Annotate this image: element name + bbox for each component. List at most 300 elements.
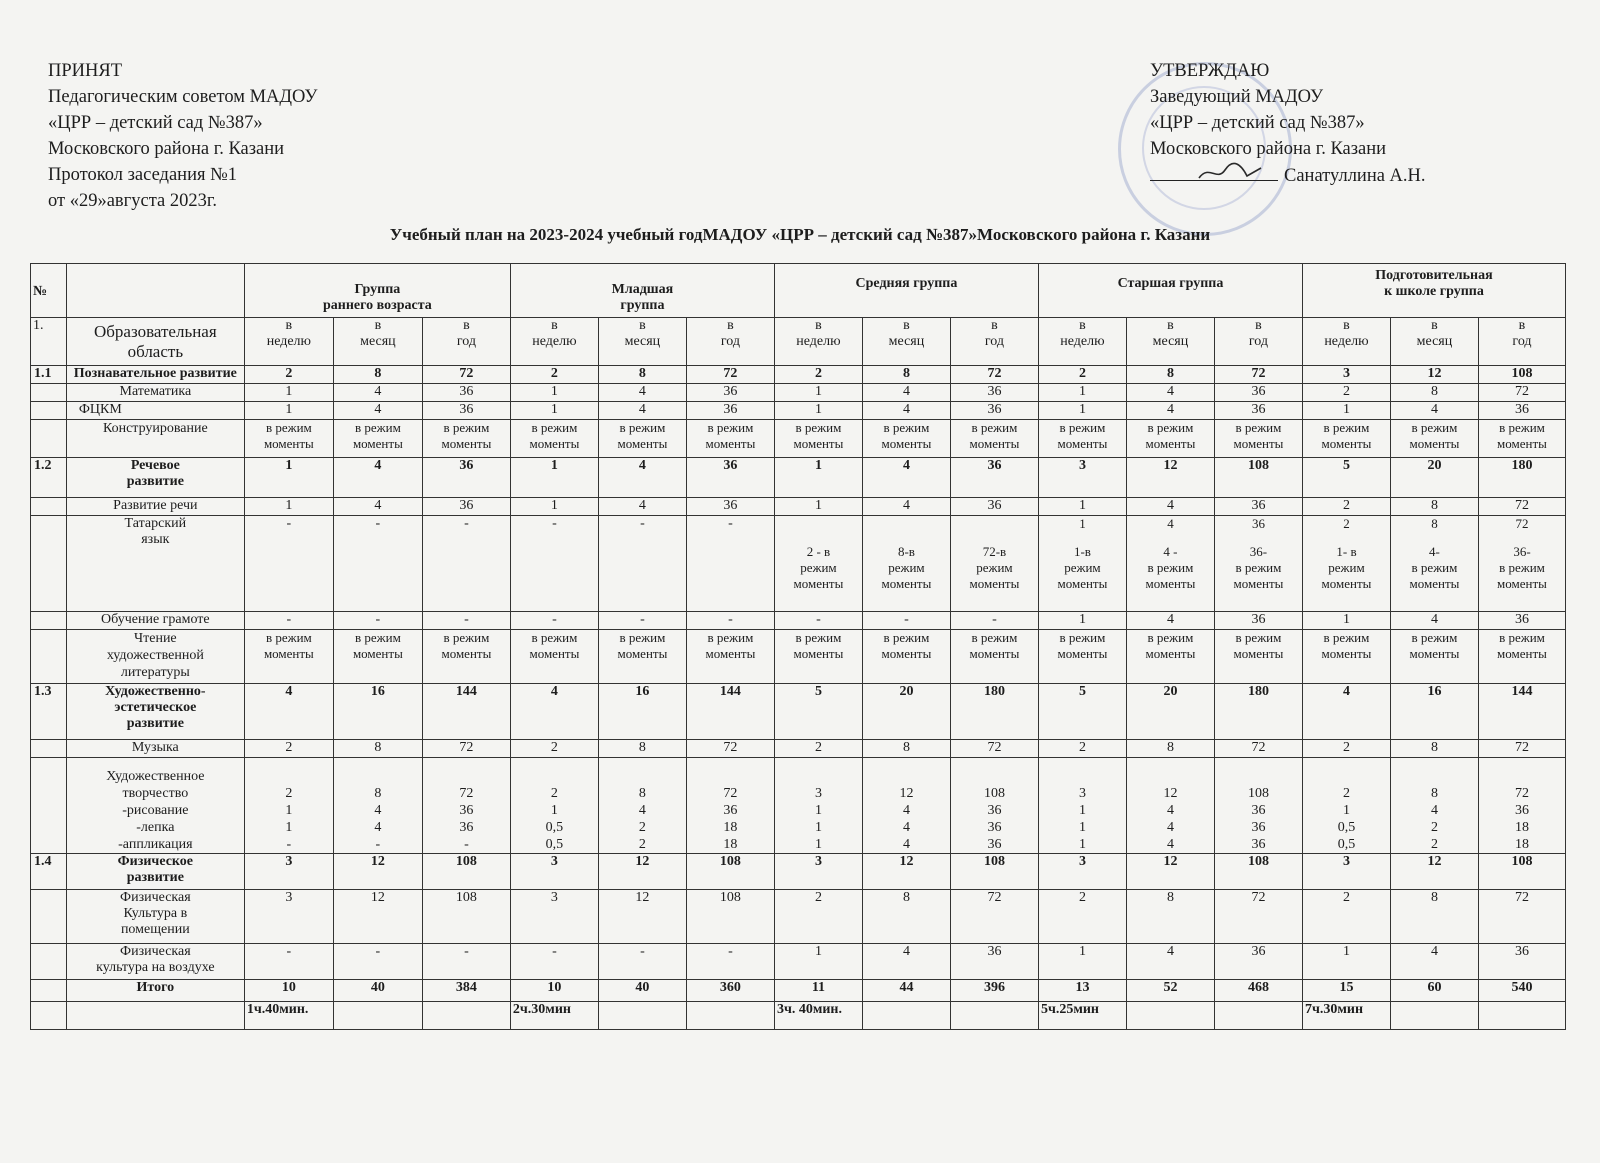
row-num xyxy=(31,402,67,420)
unit-week: в неделю xyxy=(1038,318,1126,366)
cell: 36 xyxy=(1214,402,1302,420)
row-num xyxy=(31,498,67,516)
unit-year: в год xyxy=(1214,318,1302,366)
unit-year: в год xyxy=(422,318,510,366)
cell: 4 xyxy=(598,498,686,516)
group-early: Группа раннего возраста xyxy=(244,264,510,318)
cell: 108 xyxy=(1478,366,1565,384)
cell: - xyxy=(244,612,333,630)
cell: 8 xyxy=(1390,384,1478,402)
cell: 1 xyxy=(774,498,862,516)
approver-name: Санатуллина А.Н. xyxy=(1284,166,1426,186)
cell: 2 xyxy=(1302,740,1390,758)
cell: - xyxy=(422,516,510,612)
cell: 8 xyxy=(333,740,422,758)
cell: 36 xyxy=(1214,612,1302,630)
regime-cell: в режим моменты xyxy=(1390,420,1478,458)
regime-cell: в режим моменты xyxy=(333,420,422,458)
cell: 8 xyxy=(598,366,686,384)
cell: 36 xyxy=(686,384,774,402)
regime-cell: в режим моменты xyxy=(1038,420,1126,458)
empty-cell xyxy=(333,1002,422,1030)
cell: 15 xyxy=(1302,980,1390,1002)
unit-week: в неделю xyxy=(1302,318,1390,366)
cell: 4 xyxy=(1126,402,1214,420)
cell: 72 xyxy=(1478,740,1565,758)
unit-week: в неделю xyxy=(774,318,862,366)
subject-label: Музыка xyxy=(66,740,244,758)
cell: 2 xyxy=(244,740,333,758)
empty-cell xyxy=(1126,1002,1214,1030)
row-num xyxy=(31,384,67,402)
row-tatar xyxy=(31,516,1566,612)
cell: 468 xyxy=(1214,980,1302,1002)
cell: 72 xyxy=(950,366,1038,384)
header-approved-block xyxy=(1150,58,1426,189)
regime-cell: в режим моменты xyxy=(1390,630,1478,684)
cell: 1 xyxy=(774,944,862,980)
subject-label: Физическая культура на воздухе xyxy=(66,944,244,980)
time-cell: 5ч.25мин xyxy=(1038,1002,1126,1030)
cell: 1 xyxy=(510,458,598,498)
approved-signature-line xyxy=(1150,162,1426,189)
cell: - xyxy=(510,516,598,612)
cell: 4 xyxy=(862,384,950,402)
cell: - xyxy=(422,612,510,630)
cell: 72 xyxy=(422,740,510,758)
cell: 144 xyxy=(1478,684,1565,740)
cell: 16 xyxy=(1390,684,1478,740)
cell: 3 xyxy=(510,854,598,890)
regime-cell: в режим моменты xyxy=(774,630,862,684)
cell: 144 xyxy=(686,684,774,740)
row-num xyxy=(31,1002,67,1030)
cell: 72 xyxy=(1214,740,1302,758)
cell: - xyxy=(333,612,422,630)
cell: - xyxy=(244,944,333,980)
cell: 1 xyxy=(1038,384,1126,402)
regime-cell: в режим моменты xyxy=(1038,630,1126,684)
cell: 4 xyxy=(1126,612,1214,630)
regime-cell: в режим моменты xyxy=(686,630,774,684)
empty-cell xyxy=(862,1002,950,1030)
cell: 540 xyxy=(1478,980,1565,1002)
row-creative xyxy=(31,758,1566,854)
row-physical-indoor xyxy=(31,890,1566,944)
cell: 4 xyxy=(862,498,950,516)
cell: 36 xyxy=(422,384,510,402)
cell: 11 xyxy=(774,980,862,1002)
empty-cell xyxy=(422,1002,510,1030)
cell: 8 xyxy=(598,740,686,758)
subject-label: Художественное творчество -рисование -лепка -аппликация xyxy=(66,758,244,854)
creative-cell: 72 36 36 - xyxy=(422,758,510,854)
cell: 8 xyxy=(862,740,950,758)
cell: 5 xyxy=(774,684,862,740)
regime-cell: в режим моменты xyxy=(422,630,510,684)
unit-month: в месяц xyxy=(1126,318,1214,366)
cell: 36 xyxy=(422,498,510,516)
cell: 72 xyxy=(1214,890,1302,944)
cell: 36 xyxy=(686,402,774,420)
cell: - xyxy=(598,516,686,612)
tatar-cell: 1 1-в режим моменты xyxy=(1038,516,1126,612)
cell: 2 xyxy=(1302,498,1390,516)
cell: 4 xyxy=(333,498,422,516)
cell: 8 xyxy=(333,366,422,384)
cell: 4 xyxy=(510,684,598,740)
cell: - xyxy=(598,944,686,980)
cell: 3 xyxy=(774,854,862,890)
group-preparatory: Подготовительная к школе группа xyxy=(1302,264,1565,318)
cell: 60 xyxy=(1390,980,1478,1002)
cell: 1 xyxy=(1038,612,1126,630)
cell: 52 xyxy=(1126,980,1214,1002)
creative-cell: 8 4 4 - xyxy=(333,758,422,854)
accepted-line-6: от «29»августа 2023г. xyxy=(48,191,217,211)
cell: 72 xyxy=(1478,384,1565,402)
cell: 44 xyxy=(862,980,950,1002)
cell: 20 xyxy=(862,684,950,740)
units-row xyxy=(31,318,1566,366)
cell: 72 xyxy=(950,890,1038,944)
row-num xyxy=(31,516,67,612)
cell: 1 xyxy=(1302,402,1390,420)
row-num xyxy=(31,980,67,1002)
unit-month: в месяц xyxy=(1390,318,1478,366)
unit-month: в месяц xyxy=(862,318,950,366)
row-physical-outdoor xyxy=(31,944,1566,980)
cell: 12 xyxy=(1126,458,1214,498)
cell: 8 xyxy=(862,890,950,944)
cell: 3 xyxy=(1302,854,1390,890)
row-fckm xyxy=(31,402,1566,420)
row-num xyxy=(31,890,67,944)
subject-label: Конструирование xyxy=(66,420,244,458)
cell: 12 xyxy=(333,890,422,944)
regime-cell: в режим моменты xyxy=(1478,420,1565,458)
cell: - xyxy=(686,516,774,612)
cell: 36 xyxy=(950,458,1038,498)
cell: 8 xyxy=(1126,890,1214,944)
empty-cell xyxy=(1478,1002,1565,1030)
row-speech-dev xyxy=(31,498,1566,516)
accepted-line-4: Московского района г. Казани xyxy=(48,139,285,159)
group-junior: Младшая группа xyxy=(510,264,774,318)
time-cell: 3ч. 40мин. xyxy=(774,1002,862,1030)
unit-year: в год xyxy=(950,318,1038,366)
empty-cell xyxy=(950,1002,1038,1030)
cell: 1 xyxy=(1302,612,1390,630)
tatar-cell: 72-в режим моменты xyxy=(950,516,1038,612)
cell: 40 xyxy=(333,980,422,1002)
cell: - xyxy=(598,612,686,630)
cell: 5 xyxy=(1038,684,1126,740)
subject-label: Физическая Культура в помещении xyxy=(66,890,244,944)
cell: 108 xyxy=(686,890,774,944)
cell: 12 xyxy=(598,854,686,890)
cell: 16 xyxy=(598,684,686,740)
cell: 4 xyxy=(598,402,686,420)
cell: 1 xyxy=(244,458,333,498)
unit-year: в год xyxy=(1478,318,1565,366)
cell: 4 xyxy=(1126,944,1214,980)
area-label: Речевое развитие xyxy=(66,458,244,498)
time-cell: 1ч.40мин. xyxy=(244,1002,333,1030)
cell: 3 xyxy=(1302,366,1390,384)
time-cell: 7ч.30мин xyxy=(1302,1002,1390,1030)
cell: 36 xyxy=(422,402,510,420)
unit-week: в неделю xyxy=(244,318,333,366)
cell: 36 xyxy=(1214,498,1302,516)
cell: 8 xyxy=(1390,498,1478,516)
empty-cell xyxy=(598,1002,686,1030)
approved-line-1: УТВЕРЖДАЮ xyxy=(1150,61,1270,81)
cell: 72 xyxy=(1478,890,1565,944)
cell: 396 xyxy=(950,980,1038,1002)
cell: - xyxy=(774,612,862,630)
cell: 2 xyxy=(774,366,862,384)
cell: 8 xyxy=(1390,890,1478,944)
subject-label: Обучение грамоте xyxy=(66,612,244,630)
cell: 108 xyxy=(950,854,1038,890)
cell: 20 xyxy=(1390,458,1478,498)
group-header-row xyxy=(31,264,1566,318)
row-num xyxy=(31,740,67,758)
approved-line-2: Заведующий МАДОУ xyxy=(1150,87,1324,107)
cell: 4 xyxy=(862,944,950,980)
row-num: 1.3 xyxy=(31,684,67,740)
row-num xyxy=(31,612,67,630)
row-physical xyxy=(31,854,1566,890)
cell: 12 xyxy=(862,854,950,890)
empty-cell xyxy=(686,1002,774,1030)
unit-month: в месяц xyxy=(598,318,686,366)
row-art xyxy=(31,684,1566,740)
creative-cell: 12 4 4 4 xyxy=(1126,758,1214,854)
cell: 36 xyxy=(950,384,1038,402)
regime-cell: в режим моменты xyxy=(686,420,774,458)
cell: 5 xyxy=(1302,458,1390,498)
accepted-line-5: Протокол заседания №1 xyxy=(48,165,238,185)
cell: - xyxy=(244,516,333,612)
creative-cell: 3 1 1 1 xyxy=(1038,758,1126,854)
cell: 180 xyxy=(950,684,1038,740)
cell: 4 xyxy=(598,458,686,498)
row-speech xyxy=(31,458,1566,498)
regime-cell: в режим моменты xyxy=(422,420,510,458)
cell: 4 xyxy=(244,684,333,740)
cell: 2 xyxy=(774,740,862,758)
regime-cell: в режим моменты xyxy=(598,420,686,458)
education-area-header: Образовательная область xyxy=(66,318,244,366)
creative-cell: 8 4 2 2 xyxy=(1390,758,1478,854)
row-num xyxy=(31,944,67,980)
area-label: Физическое развитие xyxy=(66,854,244,890)
regime-cell: в режим моменты xyxy=(1302,630,1390,684)
cell: 36 xyxy=(1214,384,1302,402)
regime-cell: в режим моменты xyxy=(862,420,950,458)
cell: 1 xyxy=(510,498,598,516)
row-num: 1.1 xyxy=(31,366,67,384)
accepted-line-3: «ЦРР – детский сад №387» xyxy=(48,113,263,133)
cell: 72 xyxy=(422,366,510,384)
cell: - xyxy=(510,944,598,980)
empty-cell xyxy=(1390,1002,1478,1030)
cell: 16 xyxy=(333,684,422,740)
cell: 36 xyxy=(1214,944,1302,980)
row-num: 1.2 xyxy=(31,458,67,498)
cell: 2 xyxy=(510,740,598,758)
header-accepted-block xyxy=(48,58,317,214)
area-label: Художественно- эстетическое развитие xyxy=(66,684,244,740)
regime-cell: в режим моменты xyxy=(1214,630,1302,684)
subject-label: Математика xyxy=(66,384,244,402)
cell: 36 xyxy=(1478,612,1565,630)
regime-cell: в режим моменты xyxy=(510,420,598,458)
tatar-cell: 36 36- в режим моменты xyxy=(1214,516,1302,612)
tatar-cell: 8 4- в режим моменты xyxy=(1390,516,1478,612)
cell: 40 xyxy=(598,980,686,1002)
creative-cell: 108 36 36 36 xyxy=(1214,758,1302,854)
cell: 4 xyxy=(862,402,950,420)
regime-cell: в режим моменты xyxy=(1302,420,1390,458)
cell: 1 xyxy=(774,402,862,420)
regime-cell: в режим моменты xyxy=(862,630,950,684)
tatar-cell: 72 36- в режим моменты xyxy=(1478,516,1565,612)
cell: 3 xyxy=(244,854,333,890)
cell: 8 xyxy=(1390,740,1478,758)
cell: 2 xyxy=(1038,890,1126,944)
cell: 3 xyxy=(510,890,598,944)
creative-cell: 3 1 1 1 xyxy=(774,758,862,854)
cell: 36 xyxy=(422,458,510,498)
num-header: № xyxy=(31,264,67,318)
cell: 1 xyxy=(244,402,333,420)
row-literacy xyxy=(31,612,1566,630)
cell: 108 xyxy=(1214,458,1302,498)
cell: - xyxy=(686,944,774,980)
group-middle: Средняя группа xyxy=(774,264,1038,318)
cell: 12 xyxy=(1390,854,1478,890)
cell: 4 xyxy=(862,458,950,498)
cell: 4 xyxy=(333,458,422,498)
regime-cell: в режим моменты xyxy=(950,630,1038,684)
regime-cell: в режим моменты xyxy=(598,630,686,684)
cell: 4 xyxy=(333,402,422,420)
empty-header-cell xyxy=(66,264,244,318)
creative-cell: 2 1 0,5 0,5 xyxy=(510,758,598,854)
row-num xyxy=(31,758,67,854)
cell: 4 xyxy=(333,384,422,402)
regime-cell: в режим моменты xyxy=(1214,420,1302,458)
row-construct xyxy=(31,420,1566,458)
creative-cell: 2 1 0,5 0,5 xyxy=(1302,758,1390,854)
cell: 36 xyxy=(950,402,1038,420)
cell: 36 xyxy=(686,458,774,498)
row-num xyxy=(31,420,67,458)
subject-label: Татарский язык xyxy=(66,516,244,612)
cell: - xyxy=(950,612,1038,630)
cell: 360 xyxy=(686,980,774,1002)
cell: 12 xyxy=(333,854,422,890)
empty-cell xyxy=(1214,1002,1302,1030)
cell: 72 xyxy=(686,740,774,758)
cell: 4 xyxy=(1126,384,1214,402)
creative-cell: 72 36 18 18 xyxy=(686,758,774,854)
tatar-cell: 2 1- в режим моменты xyxy=(1302,516,1390,612)
cell: 4 xyxy=(1390,402,1478,420)
cell: 12 xyxy=(1390,366,1478,384)
cell: 72 xyxy=(1478,498,1565,516)
regime-cell: в режим моменты xyxy=(244,420,333,458)
cell: 72 xyxy=(1214,366,1302,384)
accepted-line-1: ПРИНЯТ xyxy=(48,61,123,81)
cell: 108 xyxy=(1478,854,1565,890)
approved-line-3: «ЦРР – детский сад №387» xyxy=(1150,113,1365,133)
cell: 180 xyxy=(1478,458,1565,498)
cell: 3 xyxy=(1038,854,1126,890)
curriculum-table xyxy=(30,263,1566,1030)
tatar-cell: 8-в режим моменты xyxy=(862,516,950,612)
cell: 4 xyxy=(1126,498,1214,516)
units-row-num: 1. xyxy=(31,318,67,366)
cell: - xyxy=(333,944,422,980)
row-num: 1.4 xyxy=(31,854,67,890)
cell: 4 xyxy=(1390,612,1478,630)
cell: 1 xyxy=(510,384,598,402)
row-time xyxy=(31,1002,1566,1030)
cell: 36 xyxy=(686,498,774,516)
signature-underline xyxy=(1150,162,1278,181)
creative-cell: 72 36 18 18 xyxy=(1478,758,1565,854)
area-label: Познавательное развитие xyxy=(66,366,244,384)
row-num xyxy=(31,630,67,684)
group-senior: Старшая группа xyxy=(1038,264,1302,318)
cell: 20 xyxy=(1126,684,1214,740)
cell: 8 xyxy=(862,366,950,384)
cell: 1 xyxy=(1302,944,1390,980)
regime-cell: в режим моменты xyxy=(1126,630,1214,684)
accepted-line-2: Педагогическим советом МАДОУ xyxy=(48,87,318,107)
cell: 1 xyxy=(244,498,333,516)
cell: 1 xyxy=(774,384,862,402)
cell: - xyxy=(333,516,422,612)
row-reading xyxy=(31,630,1566,684)
cell: 2 xyxy=(244,366,333,384)
cell: 108 xyxy=(1214,854,1302,890)
cell: 36 xyxy=(950,944,1038,980)
cell: 1 xyxy=(1038,402,1126,420)
cell: 12 xyxy=(598,890,686,944)
cell: 36 xyxy=(1478,402,1565,420)
unit-month: в месяц xyxy=(333,318,422,366)
subject-label: Чтение художественной литературы xyxy=(66,630,244,684)
row-cognitive xyxy=(31,366,1566,384)
unit-week: в неделю xyxy=(510,318,598,366)
document-title: Учебный план на 2023-2024 учебный годМАДОУ «ЦРР – детский сад №387»Московского района г. Казани xyxy=(389,225,1211,244)
cell: 2 xyxy=(1302,384,1390,402)
total-label: Итого xyxy=(66,980,244,1002)
cell: 180 xyxy=(1214,684,1302,740)
cell: 72 xyxy=(950,740,1038,758)
cell: 10 xyxy=(510,980,598,1002)
cell: 8 xyxy=(1126,366,1214,384)
tatar-cell: 2 - в режим моменты xyxy=(774,516,862,612)
cell: 2 xyxy=(1038,366,1126,384)
cell: 144 xyxy=(422,684,510,740)
cell: 2 xyxy=(1302,890,1390,944)
